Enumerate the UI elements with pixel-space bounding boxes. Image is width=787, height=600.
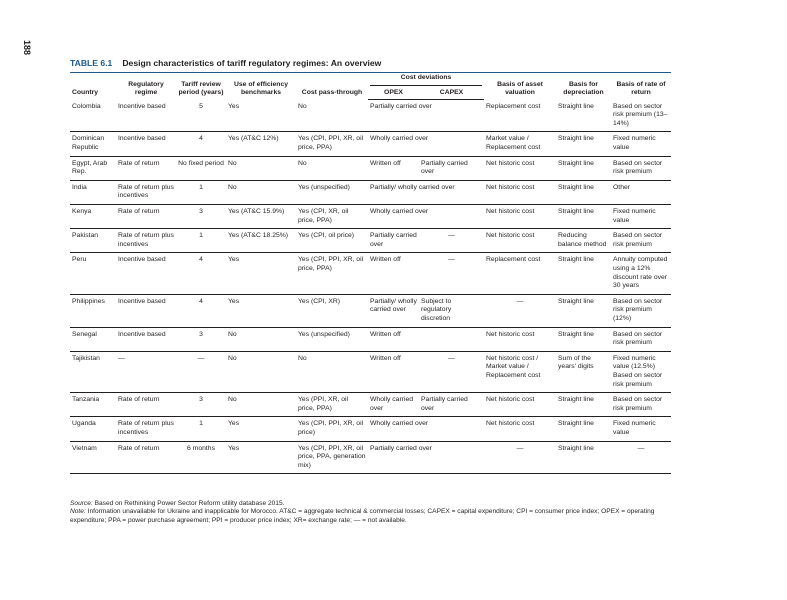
cell-cost-deviations: Partially carried over <box>368 441 484 474</box>
regulatory-table-container <box>70 72 671 474</box>
cell-tariff-review-period: 4 <box>176 132 226 156</box>
cell-opex: Written off <box>368 253 419 294</box>
cell-regulatory-regime: — <box>116 351 176 392</box>
cell-cost-pass-through: Yes (CPI, PPI, XR, oil price) <box>296 417 368 441</box>
cell-tariff-review-period: — <box>176 351 226 392</box>
cell-regulatory-regime: Rate of return <box>116 205 176 229</box>
cell-country: Senegal <box>70 327 116 351</box>
cell-regulatory-regime: Incentive based <box>116 294 176 327</box>
cell-tariff-review-period: 1 <box>176 180 226 204</box>
header-cost-deviations-label: Cost deviations <box>400 74 452 81</box>
cell-cost-pass-through: No <box>296 156 368 180</box>
header-capex: CAPEX <box>419 88 484 100</box>
table-row <box>70 351 671 392</box>
cell-rate-of-return: Based on sector risk premium (12%) <box>611 294 671 327</box>
cell-country: Philippines <box>70 294 116 327</box>
cell-asset-valuation: Net historic cost <box>484 205 556 229</box>
cell-depreciation: Straight line <box>556 393 611 417</box>
cell-cost-pass-through: No <box>296 351 368 392</box>
cell-tariff-review-period: 5 <box>176 100 226 132</box>
cell-depreciation: Straight line <box>556 417 611 441</box>
note-text: Information unavailable for Ukraine and inapplicable for Morocco. AT&C = aggregate technical & commercial losses; CAPEX = capital expenditure; CPI = consumer price index; OPEX = operating expenditure; PPA = power purchase agreement; PPI = producer price index; XR= exchange rate; — = not available. <box>70 508 655 524</box>
cell-asset-valuation: Net historic cost / Market value / Replacement cost <box>484 351 556 392</box>
cell-asset-valuation: Replacement cost <box>484 100 556 132</box>
cell-regulatory-regime: Rate of return plus incentives <box>116 417 176 441</box>
cell-cost-pass-through: Yes (CPI, oil price) <box>296 229 368 253</box>
table-row <box>70 100 671 132</box>
cell-capex: Partially carried over <box>419 156 484 180</box>
table-notes <box>70 500 670 525</box>
cell-country: Tajikistan <box>70 351 116 392</box>
cell-tariff-review-period: 6 months <box>176 441 226 474</box>
table-row <box>70 327 671 351</box>
cell-country: Tanzania <box>70 393 116 417</box>
cell-rate-of-return: Based on sector risk premium <box>611 156 671 180</box>
cell-tariff-review-period: 1 <box>176 417 226 441</box>
cell-efficiency-benchmarks: Yes <box>226 100 296 132</box>
page-number: 188 <box>22 40 32 56</box>
header-regulatory-regime: Regulatory regime <box>116 73 176 100</box>
cell-tariff-review-period: 3 <box>176 327 226 351</box>
cell-asset-valuation: Net historic cost <box>484 393 556 417</box>
source-text: Based on Rethinking Power Sector Reform utility database 2015. <box>94 500 285 507</box>
cell-efficiency-benchmarks: No <box>226 393 296 417</box>
cell-depreciation: Straight line <box>556 294 611 327</box>
cell-cost-pass-through: Yes (CPI, PPI, XR, oil price, PPA, generation mix) <box>296 441 368 474</box>
cell-depreciation: Sum of the years' digits <box>556 351 611 392</box>
cell-tariff-review-period: 1 <box>176 229 226 253</box>
cell-cost-pass-through: Yes (unspecified) <box>296 180 368 204</box>
cell-opex: Written off <box>368 351 419 392</box>
cell-cost-pass-through: Yes (PPI, XR, oil price, PPA) <box>296 393 368 417</box>
header-tariff-review-period: Tariff review period (years) <box>176 73 226 100</box>
cell-cost-deviations: Partially/ wholly carried over <box>368 180 484 204</box>
table-row <box>70 205 671 229</box>
cell-country: India <box>70 180 116 204</box>
cell-country: Kenya <box>70 205 116 229</box>
cell-rate-of-return: Fixed numeric value (12.5%) Based on sector risk premium <box>611 351 671 392</box>
header-row-top <box>70 73 671 88</box>
regulatory-table <box>70 72 671 474</box>
cell-asset-valuation: Replacement cost <box>484 253 556 294</box>
cell-depreciation: Reducing balance method <box>556 229 611 253</box>
cell-capex: Partially carried over <box>419 393 484 417</box>
cell-depreciation: Straight line <box>556 132 611 156</box>
table-body <box>70 100 671 474</box>
cell-rate-of-return: Annuity computed using a 12% discount rate over 30 years <box>611 253 671 294</box>
cell-cost-pass-through: Yes (CPI, XR) <box>296 294 368 327</box>
cell-country: Egypt, Arab Rep. <box>70 156 116 180</box>
header-cost-pass-through: Cost pass-through <box>296 73 368 100</box>
cell-cost-deviations: Wholly carried over <box>368 205 484 229</box>
cell-cost-pass-through: Yes (CPI, PPI, XR, oil price, PPA) <box>296 132 368 156</box>
cell-tariff-review-period: No fixed period <box>176 156 226 180</box>
cell-depreciation: Straight line <box>556 100 611 132</box>
cell-asset-valuation: Net historic cost <box>484 417 556 441</box>
cell-efficiency-benchmarks: No <box>226 156 296 180</box>
cell-country: Peru <box>70 253 116 294</box>
table-row <box>70 417 671 441</box>
cell-regulatory-regime: Rate of return <box>116 393 176 417</box>
cell-tariff-review-period: 3 <box>176 205 226 229</box>
cell-cost-pass-through: Yes (CPI, PPI, XR, oil price, PPA) <box>296 253 368 294</box>
cell-opex: Partially/ wholly carried over <box>368 294 419 327</box>
cell-depreciation: Straight line <box>556 180 611 204</box>
header-efficiency-benchmarks: Use of efficiency benchmarks <box>226 73 296 100</box>
table-row <box>70 229 671 253</box>
cell-efficiency-benchmarks: Yes <box>226 294 296 327</box>
cell-efficiency-benchmarks: Yes <box>226 253 296 294</box>
cell-asset-valuation: — <box>484 294 556 327</box>
cell-regulatory-regime: Incentive based <box>116 253 176 294</box>
cell-efficiency-benchmarks: Yes <box>226 441 296 474</box>
cell-asset-valuation: Net historic cost <box>484 156 556 180</box>
source-label: Source: <box>70 500 93 507</box>
cell-efficiency-benchmarks: Yes (AT&C 12%) <box>226 132 296 156</box>
cell-asset-valuation: Net historic cost <box>484 327 556 351</box>
cell-depreciation: Straight line <box>556 156 611 180</box>
cell-rate-of-return: Other <box>611 180 671 204</box>
cell-depreciation: Straight line <box>556 441 611 474</box>
cell-efficiency-benchmarks: No <box>226 351 296 392</box>
cell-asset-valuation: Market value / Replacement cost <box>484 132 556 156</box>
header-cost-deviations <box>368 73 484 88</box>
cell-cost-deviations: Wholly carried over <box>368 417 484 441</box>
cell-capex <box>419 327 484 351</box>
cell-asset-valuation: Net historic cost <box>484 229 556 253</box>
cell-cost-deviations: Wholly carried over <box>368 132 484 156</box>
cell-opex: Written off <box>368 156 419 180</box>
table-row <box>70 294 671 327</box>
header-opex: OPEX <box>368 88 419 100</box>
table-row <box>70 393 671 417</box>
table-row <box>70 156 671 180</box>
cell-efficiency-benchmarks: No <box>226 180 296 204</box>
cell-efficiency-benchmarks: No <box>226 327 296 351</box>
cell-tariff-review-period: 4 <box>176 294 226 327</box>
cell-rate-of-return: Fixed numeric value <box>611 132 671 156</box>
cell-tariff-review-period: 3 <box>176 393 226 417</box>
note-label: Note: <box>70 508 86 516</box>
cell-rate-of-return: Based on sector risk premium <box>611 327 671 351</box>
cell-opex: Partially carried over <box>368 229 419 253</box>
cell-cost-deviations: Partially carried over <box>368 100 484 132</box>
cell-country: Pakistan <box>70 229 116 253</box>
cell-efficiency-benchmarks: Yes (AT&C 15.9%) <box>226 205 296 229</box>
cell-regulatory-regime: Rate of return plus incentives <box>116 229 176 253</box>
cell-rate-of-return: Based on sector risk premium <box>611 229 671 253</box>
header-cost-deviations-rule <box>370 85 482 86</box>
cell-depreciation: Straight line <box>556 253 611 294</box>
general-note <box>70 508 670 525</box>
table-row <box>70 132 671 156</box>
table-caption: Design characteristics of tariff regulatory regimes: An overview <box>122 58 382 68</box>
cell-opex: Wholly carried over <box>368 393 419 417</box>
cell-rate-of-return: Based on sector risk premium <box>611 393 671 417</box>
cell-depreciation: Straight line <box>556 205 611 229</box>
cell-country: Vietnam <box>70 441 116 474</box>
cell-tariff-review-period: 4 <box>176 253 226 294</box>
cell-cost-pass-through: No <box>296 100 368 132</box>
cell-capex: — <box>419 229 484 253</box>
cell-opex: Written off <box>368 327 419 351</box>
header-rate-of-return: Basis of rate of return <box>611 73 671 100</box>
cell-asset-valuation: — <box>484 441 556 474</box>
cell-regulatory-regime: Incentive based <box>116 327 176 351</box>
cell-country: Uganda <box>70 417 116 441</box>
cell-cost-pass-through: Yes (CPI, XR, oil price, PPA) <box>296 205 368 229</box>
cell-capex: Subject to regulatory discretion <box>419 294 484 327</box>
source-note <box>70 500 670 508</box>
cell-regulatory-regime: Incentive based <box>116 132 176 156</box>
cell-regulatory-regime: Rate of return <box>116 441 176 474</box>
header-country: Country <box>70 73 116 100</box>
cell-regulatory-regime: Incentive based <box>116 100 176 132</box>
cell-capex: — <box>419 351 484 392</box>
table-title <box>70 58 381 68</box>
cell-cost-pass-through: Yes (unspecified) <box>296 327 368 351</box>
table-row <box>70 180 671 204</box>
cell-country: Dominican Republic <box>70 132 116 156</box>
header-asset-valuation: Basis of asset valuation <box>484 73 556 100</box>
cell-rate-of-return: Based on sector risk premium (13–14%) <box>611 100 671 132</box>
cell-efficiency-benchmarks: Yes (AT&C 18.25%) <box>226 229 296 253</box>
cell-rate-of-return: — <box>611 441 671 474</box>
cell-regulatory-regime: Rate of return <box>116 156 176 180</box>
header-depreciation: Basis for depreciation <box>556 73 611 100</box>
cell-rate-of-return: Fixed numeric value <box>611 417 671 441</box>
table-row <box>70 253 671 294</box>
cell-country: Colombia <box>70 100 116 132</box>
cell-efficiency-benchmarks: Yes <box>226 417 296 441</box>
cell-rate-of-return: Fixed numeric value <box>611 205 671 229</box>
cell-capex: — <box>419 253 484 294</box>
cell-regulatory-regime: Rate of return plus incentives <box>116 180 176 204</box>
table-row <box>70 441 671 474</box>
cell-depreciation: Straight line <box>556 327 611 351</box>
cell-asset-valuation: Net historic cost <box>484 180 556 204</box>
table-label: TABLE 6.1 <box>70 58 113 68</box>
